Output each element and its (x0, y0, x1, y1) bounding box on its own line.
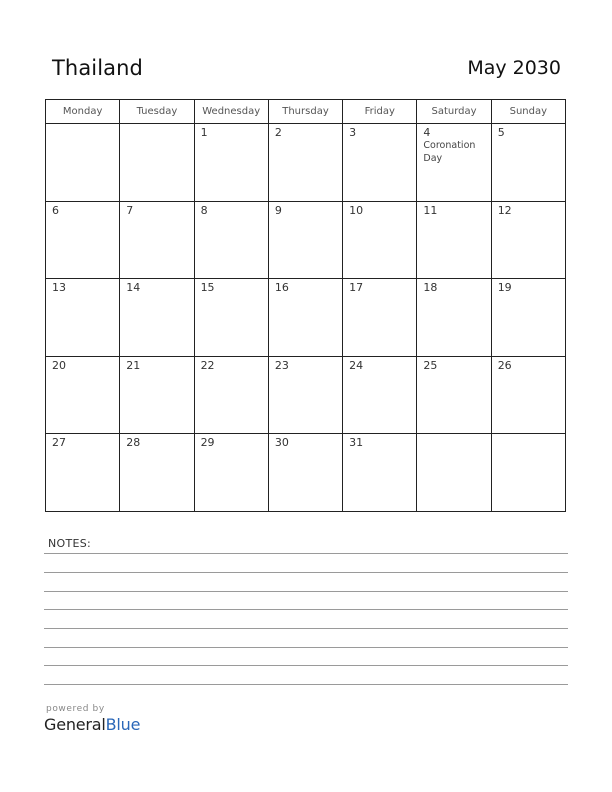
day-number: 28 (126, 436, 141, 450)
holiday-label (269, 294, 342, 295)
calendar-day-cell (46, 201, 120, 279)
calendar-day-cell (194, 356, 268, 434)
calendar-day-cell (343, 124, 417, 202)
day-number: 26 (497, 358, 512, 372)
brand-name-general: General (44, 715, 106, 734)
holiday-label (46, 126, 119, 127)
day-number: 4 (423, 126, 431, 139)
weekday-header: Sunday (491, 100, 565, 124)
calendar-day-cell (120, 124, 194, 202)
calendar-week-row (46, 201, 566, 279)
weekday-header-row (46, 100, 566, 124)
calendar-day-cell (491, 279, 565, 357)
day-number: 22 (200, 358, 215, 372)
calendar-day-cell (120, 356, 194, 434)
day-number: 29 (200, 436, 215, 450)
note-line (44, 628, 568, 629)
calendar-day-cell (343, 356, 417, 434)
calendar-day-cell (46, 356, 120, 434)
holiday-label (343, 294, 416, 295)
holiday-label (343, 449, 416, 450)
calendar-day-cell (417, 434, 491, 512)
day-number: 18 (423, 281, 438, 295)
holiday-label (269, 217, 342, 218)
holiday-label (492, 372, 565, 373)
calendar-day-cell (417, 201, 491, 279)
holiday-label (343, 139, 416, 140)
day-number: 21 (126, 358, 141, 372)
calendar-day-cell (268, 356, 342, 434)
holiday-label (120, 126, 193, 127)
weekday-header: Monday (46, 100, 120, 124)
day-number: 7 (126, 203, 134, 217)
calendar-day-cell (417, 356, 491, 434)
note-line (44, 684, 568, 685)
holiday-label (46, 372, 119, 373)
calendar-country-title: Thailand (52, 56, 143, 80)
calendar-day-cell (343, 201, 417, 279)
calendar-day-cell (268, 279, 342, 357)
calendar-day-cell (491, 124, 565, 202)
day-number: 24 (349, 358, 364, 372)
calendar-day-cell (194, 201, 268, 279)
holiday-label (120, 294, 193, 295)
calendar-day-cell (194, 434, 268, 512)
holiday-label (120, 449, 193, 450)
note-line (44, 572, 568, 573)
weekday-header: Saturday (417, 100, 491, 124)
day-number: 8 (200, 203, 208, 217)
note-line (44, 591, 568, 592)
calendar-day-cell (491, 434, 565, 512)
notes-label: NOTES: (48, 537, 92, 550)
powered-by-text: powered by (46, 704, 105, 714)
calendar-day-cell (120, 201, 194, 279)
day-number: 25 (423, 358, 438, 372)
calendar-week-row (46, 356, 566, 434)
day-number: 15 (200, 281, 215, 295)
calendar-week-row (46, 124, 566, 202)
calendar-month-title: May 2030 (467, 57, 561, 79)
calendar-day-cell (417, 124, 491, 202)
holiday-label (46, 294, 119, 295)
day-number: 2 (274, 126, 282, 139)
holiday-label (492, 436, 565, 437)
day-number: 17 (349, 281, 364, 295)
note-line (44, 665, 568, 666)
holiday-label (195, 139, 268, 140)
weekday-header: Tuesday (120, 100, 194, 124)
day-number: 20 (52, 358, 66, 372)
holiday-label (269, 139, 342, 140)
holiday-label (492, 294, 565, 295)
holiday-label (269, 449, 342, 450)
holiday-label (343, 217, 416, 218)
calendar-day-cell (46, 434, 120, 512)
day-number: 16 (274, 281, 289, 295)
holiday-label (269, 372, 342, 373)
day-number: 5 (497, 126, 505, 139)
day-number: 19 (497, 281, 512, 295)
calendar-day-cell (268, 434, 342, 512)
calendar-day-cell (194, 279, 268, 357)
brand-name-blue: Blue (105, 715, 141, 734)
day-number: 9 (274, 203, 282, 217)
note-line (44, 609, 568, 610)
calendar-week-row (46, 434, 566, 512)
calendar-day-cell (120, 434, 194, 512)
holiday-label (492, 217, 565, 218)
holiday-label (195, 372, 268, 373)
calendar-day-cell (46, 279, 120, 357)
holiday-label (195, 217, 268, 218)
day-number: 6 (52, 203, 59, 217)
holiday-label (417, 372, 490, 373)
day-number: 10 (349, 203, 364, 217)
calendar-day-cell (343, 434, 417, 512)
holiday-label (492, 139, 565, 140)
note-line (44, 553, 568, 554)
day-number: 23 (274, 358, 289, 372)
day-number: 3 (349, 126, 357, 139)
day-number: 30 (274, 436, 289, 450)
weekday-header: Wednesday (194, 100, 268, 124)
holiday-label: Coronation Day (423, 140, 476, 164)
day-number: 31 (349, 436, 364, 450)
brand-name (44, 715, 140, 734)
day-number: 12 (497, 203, 512, 217)
weekday-header: Friday (343, 100, 417, 124)
holiday-label (195, 294, 268, 295)
day-number: 13 (52, 281, 66, 295)
calendar-day-cell (268, 201, 342, 279)
calendar-day-cell (491, 201, 565, 279)
day-number: 27 (52, 436, 66, 450)
holiday-label (120, 217, 193, 218)
day-number: 14 (126, 281, 141, 295)
holiday-label (343, 372, 416, 373)
calendar-week-row (46, 279, 566, 357)
calendar-grid (45, 99, 566, 512)
holiday-label (120, 372, 193, 373)
calendar-day-cell (417, 279, 491, 357)
weekday-header: Thursday (268, 100, 342, 124)
holiday-label (417, 436, 490, 437)
calendar-day-cell (46, 124, 120, 202)
holiday-label (46, 217, 119, 218)
generalblue-logo (44, 704, 140, 734)
calendar-day-cell (491, 356, 565, 434)
holiday-label (46, 449, 119, 450)
calendar-day-cell (343, 279, 417, 357)
calendar-day-cell (268, 124, 342, 202)
calendar-day-cell (120, 279, 194, 357)
holiday-label (417, 217, 490, 218)
holiday-label (417, 294, 490, 295)
note-line (44, 647, 568, 648)
day-number: 11 (423, 203, 438, 217)
holiday-label (195, 449, 268, 450)
calendar-day-cell (194, 124, 268, 202)
day-number: 1 (200, 126, 208, 139)
